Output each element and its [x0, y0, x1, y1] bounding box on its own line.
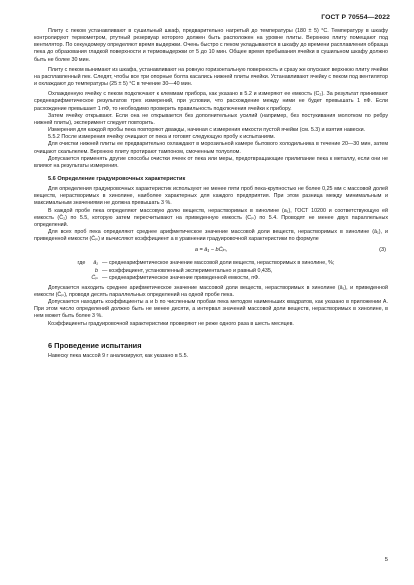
paragraph: Допускается применять другие способы очистки ячеек от пека или меры, предотвращающие прилипание пека к металлу, если они не влияют на результаты измерения. — [34, 155, 388, 169]
paragraph: Затем ячейку открывают. Если она не открывается без дополнительных усилий (например, без постукивания молотком по ребру нижней плиты), эксперимент следует повторить. — [34, 112, 388, 126]
paragraph: Допускается находить среднее арифметическое значение массовой доли веществ, нерастворимых в хинолине (ā₁), и приведенной емкости (C̄ᵢₙ), проводя десять параллельных определений на одной пробе пека. — [34, 284, 388, 298]
page-number: 5 — [384, 557, 388, 563]
paragraph: Для очистки нижней плиты ее предварительно охлаждают в морозильной камере бытового холодильника в течение 20—30 мин, затем очищают скальпелем. Верхнюю плиту протирают тампоном, смоченным толуолом. — [34, 141, 388, 155]
paragraph: Коэффициенты градуировочной характеристики проверяют не реже одного раза в шесть месяцев. — [48, 320, 294, 327]
clause-5-5-2: 5.5.2 После измерения ячейку очищают от пека и готовят следующую пробу к испытаниям. — [48, 134, 276, 141]
formula-number: (3) — [379, 247, 386, 254]
legend-row — [34, 260, 388, 267]
paragraph: Плиту с пеком вынимают из шкафа, устанавливают на ровную горизонтальную поверхность и сразу же опускают верхнюю плиту ячейки на расплавленный пек. Следят, чтобы все три опорные болта касались нижней плиты ячейки. Устанавливают ячейку с пеком под вентилятор и охлаждают до температуры (25 ± 5) °С в течение 30—40 мин. — [34, 66, 388, 88]
legend-symbol: где ā₁ — [77, 260, 98, 267]
section-6-title: 6 Проведение испытания — [48, 340, 142, 350]
formula-legend — [34, 260, 388, 281]
legend-row — [34, 268, 388, 275]
standard-number: ГОСТ Р 70554—2022 — [321, 14, 390, 21]
document-body — [34, 28, 388, 360]
paragraph: Измерения для каждой пробы пека повторяют дважды, начиная с измерения емкости пустой ячейки (см. 5.3) и взятия навески. — [48, 127, 366, 134]
legend-text: — коэффициент, установленный экспериментально и равный 0,435, — [102, 267, 273, 274]
legend-text: — среднеарифметическое значение массовой доли веществ, нерастворимых в хинолине, %; — [102, 260, 335, 267]
legend-text: — среднеарифметическое значение приведенной емкости, пФ. — [102, 274, 260, 281]
paragraph: Плиту с пеком устанавливают в сушильный шкаф, предварительно нагретый до температуры (180 ± 5) °С. Температуру в шкафу контролируют термометром, ртутный резервуар которого должен быть расположен на уровне плиты. Верхнюю плиту помещают под вентилятор. По секундомеру определяют время выдержки. Очень быстро с пеком укладываются в шкафу до времени расплавления образца пека до образования гладкой поверхности и термовыдержки от 5 до 10 мин. Общее время пребывания ячейки в сушильном шкафу должно быть не более 30 мин. — [34, 28, 388, 63]
formula-3 — [34, 247, 388, 256]
paragraph: Допускается находить коэффициенты a и b по численным пробам пека методом наименьших квадратов, как указано в приложении А. При этом число определений должно быть не менее десяти, а интервал значений массовой доли веществ, нерастворимых в хинолине, в нем может быть более 3 %. — [34, 299, 388, 320]
legend-symbol: C̄ᵢₙ — [91, 274, 98, 281]
paragraph: Охлажденную ячейку с пеком подключают к клеммам прибора, как указано в 5.2 и измеряют ее емкость (C₂). За результат принимают среднеарифметическое результатов трех измерений, при условии, что расхождение между ними не будет превышать 1 пФ. Если расхождение превышает 1 пФ, то необходимо проверить правильность подключения ячейки к прибору. — [34, 91, 388, 112]
paragraph: Навеску пека массой 9 г анализируют, как указано в 5.5. — [48, 352, 189, 359]
paragraph: Для определения градуировочных характеристик используют не менее пяти проб пека-крупностью не более 0,25 мм с массовой долей веществ, нерастворимых в хинолине, наиболее характерных для каждого предприятия. При этом разница между минимальным и максимальным значениями не должна превышать 3 %. — [34, 186, 388, 207]
paragraph: Для всех проб пека определяют среднее арифметическое значение массовой доли веществ, нерастворимых в хинолине (ā₁), и приведенной емкости (C̄ᵢₙ) и вычисляют коэффициент a в уравнении градуировочной характеристики по формуле — [34, 229, 388, 243]
formula-expression: a = ā₁ − bC̄ᵢₙ, — [194, 247, 228, 254]
legend-symbol: b — [95, 267, 98, 274]
section-5-6-title: 5.6 Определение градуировочных характеристик — [48, 175, 186, 182]
legend-row — [34, 275, 388, 282]
paragraph: В каждой пробе пека определяют массовую долю веществ, нерастворимых в хинолине (a₁), ГОСТ 10200 и соответствующую ей емкость (C̄₂) по 5.5, которую затем пересчитывают на приведенную емкость (Cᵢₙ) по 5.4. Проводят не менее двух параллельных определений. — [34, 207, 388, 228]
